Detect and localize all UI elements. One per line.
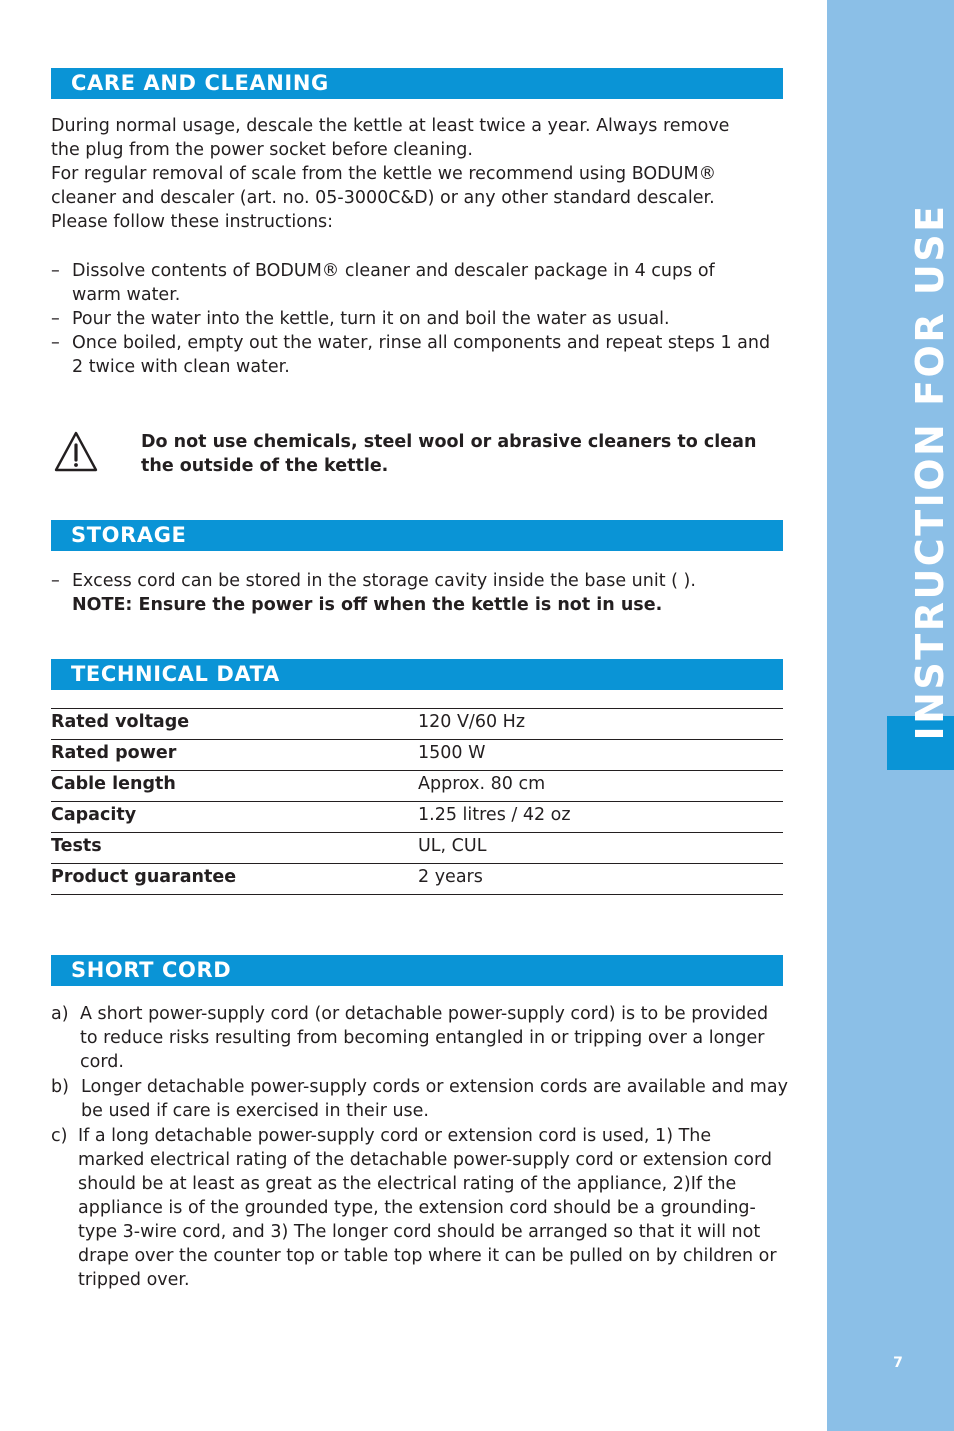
care-paragraph-line: During normal usage, descale the kettle at least twice a year. Always remove: [51, 116, 730, 136]
storage-heading-bar: [51, 520, 783, 551]
row-value: UL, CUL: [418, 836, 487, 856]
care-heading: CARE AND CLEANING: [71, 71, 329, 95]
row-label: Tests: [51, 836, 102, 856]
storage-item-text: Excess cord can be stored in the storage cavity inside the base unit ( ).: [72, 571, 696, 591]
row-label: Capacity: [51, 805, 137, 825]
warning-icon: [53, 430, 99, 474]
table-row: [51, 709, 783, 740]
care-step: [51, 259, 791, 307]
table-row: [51, 771, 783, 802]
care-step-text: Once boiled, empty out the water, rinse all components and repeat steps 1 and 2 twice with clean water.: [72, 333, 771, 377]
care-step-text: Dissolve contents of BODUM® cleaner and descaler package in 4 cups of warm water.: [72, 261, 715, 305]
care-heading-bar: [51, 68, 783, 99]
short-cord-item-letter: a): [51, 1004, 69, 1024]
storage-note: NOTE: Ensure the power is off when the kettle is not in use.: [72, 595, 663, 615]
row-value: 1500 W: [418, 743, 486, 763]
row-label: Cable length: [51, 774, 176, 794]
care-step-dash: –: [51, 333, 60, 353]
row-value: 120 V/60 Hz: [418, 712, 526, 732]
table-row: [51, 833, 783, 864]
short-cord-item-letter: b): [51, 1077, 69, 1097]
short-cord-item-text: A short power-supply cord (or detachable power-supply cord) is to be provided to reduce risks resulting from becoming entangled in or tripping over a longer cord.: [80, 1004, 769, 1072]
care-paragraph-line: cleaner and descaler (art. no. 05-3000C&D) or any other standard descaler.: [51, 188, 715, 208]
care-step: [51, 307, 791, 331]
short-cord-heading-bar: [51, 955, 783, 986]
table-row: [51, 802, 783, 833]
sidebar-title: INSTRUCTION FOR USE: [908, 203, 952, 741]
short-cord-item-text: Longer detachable power-supply cords or extension cords are available and may be used if care is exercised in their use.: [81, 1077, 788, 1121]
short-cord-heading: SHORT CORD: [71, 958, 232, 982]
storage-item: [51, 569, 791, 617]
table-row: [51, 740, 783, 771]
row-label: Product guarantee: [51, 867, 237, 887]
row-label: Rated power: [51, 743, 177, 763]
storage-heading: STORAGE: [71, 523, 187, 547]
table-row: [51, 864, 783, 895]
short-cord-item-letter: c): [51, 1126, 68, 1146]
row-label: Rated voltage: [51, 712, 190, 732]
short-cord-item: [51, 1124, 791, 1292]
row-value: Approx. 80 cm: [418, 774, 546, 794]
care-paragraph-line: For regular removal of scale from the kettle we recommend using BODUM®: [51, 164, 717, 184]
short-cord-item-text: If a long detachable power-supply cord or extension cord is used, 1) The marked electrical rating of the detachable power-supply cord or extension cord should be at least as great as the electrical rating of the appliance, 2)If the appliance is of the grounded type, the extension cord should be a grounding-type 3-wire cord, and 3) The longer cord should be arranged so that it will not drape over the counter top or table top where it can be pulled on by children or tripped over.: [78, 1126, 777, 1290]
care-step-dash: –: [51, 309, 60, 329]
care-step: [51, 331, 791, 379]
row-value: 1.25 litres / 42 oz: [418, 805, 571, 825]
care-paragraph: [51, 114, 791, 234]
storage-item-dash: –: [51, 571, 60, 591]
short-cord-item: [51, 1075, 791, 1123]
row-value: 2 years: [418, 867, 483, 887]
warning-text: Do not use chemicals, steel wool or abrasive cleaners to clean the outside of the kettle.: [141, 432, 757, 476]
short-cord-item: [51, 1002, 791, 1074]
technical-heading-bar: [51, 659, 783, 690]
care-paragraph-line: Please follow these instructions:: [51, 212, 334, 232]
care-paragraph-line: the plug from the power socket before cleaning.: [51, 140, 473, 160]
technical-heading: TECHNICAL DATA: [71, 662, 280, 686]
technical-data-table: [51, 708, 783, 895]
page-number: 7: [893, 1355, 903, 1371]
care-step-text: Pour the water into the kettle, turn it on and boil the water as usual.: [72, 309, 670, 329]
care-step-dash: –: [51, 261, 60, 281]
